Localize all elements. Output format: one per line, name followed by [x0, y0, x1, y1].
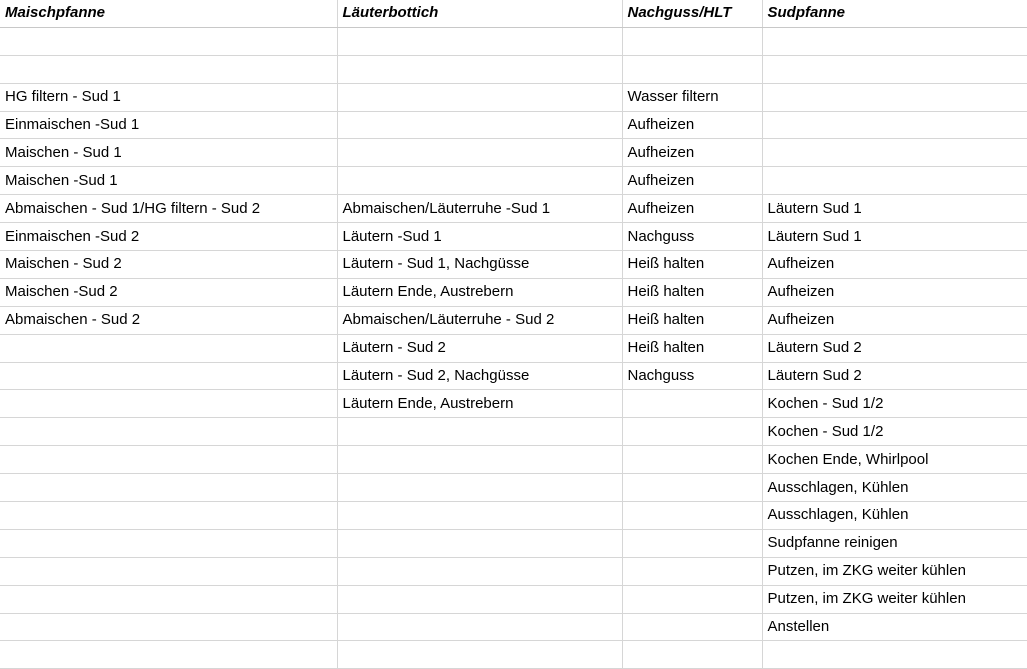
- table-row[interactable]: [0, 27, 1027, 55]
- cell-sudpfanne[interactable]: [762, 641, 1027, 669]
- cell-sudpfanne[interactable]: Ausschlagen, Kühlen: [762, 502, 1027, 530]
- cell-maischpfanne[interactable]: [0, 418, 337, 446]
- cell-maischpfanne[interactable]: Abmaischen - Sud 2: [0, 306, 337, 334]
- cell-maischpfanne[interactable]: [0, 502, 337, 530]
- cell-lauterbottich[interactable]: [337, 55, 622, 83]
- cell-sudpfanne[interactable]: Ausschlagen, Kühlen: [762, 474, 1027, 502]
- cell-lauterbottich[interactable]: [337, 446, 622, 474]
- cell-sudpfanne[interactable]: [762, 167, 1027, 195]
- cell-lauterbottich[interactable]: Läutern - Sud 2: [337, 334, 622, 362]
- cell-lauterbottich[interactable]: [337, 167, 622, 195]
- cell-maischpfanne[interactable]: [0, 55, 337, 83]
- cell-nachguss-hlt[interactable]: Heiß halten: [622, 306, 762, 334]
- cell-lauterbottich[interactable]: [337, 641, 622, 669]
- table-row[interactable]: [0, 502, 1027, 530]
- cell-sudpfanne[interactable]: Putzen, im ZKG weiter kühlen: [762, 585, 1027, 613]
- cell-maischpfanne[interactable]: [0, 529, 337, 557]
- table-row[interactable]: [0, 585, 1027, 613]
- cell-maischpfanne[interactable]: Einmaischen -Sud 1: [0, 111, 337, 139]
- cell-nachguss-hlt[interactable]: Aufheizen: [622, 195, 762, 223]
- cell-sudpfanne[interactable]: [762, 139, 1027, 167]
- cell-nachguss-hlt[interactable]: [622, 613, 762, 641]
- table-body: [0, 27, 1027, 668]
- cell-lauterbottich[interactable]: [337, 111, 622, 139]
- cell-nachguss-hlt[interactable]: [622, 585, 762, 613]
- cell-maischpfanne[interactable]: Abmaischen - Sud 1/HG filtern - Sud 2: [0, 195, 337, 223]
- table-row[interactable]: [0, 390, 1027, 418]
- cell-maischpfanne[interactable]: Maischen -Sud 1: [0, 167, 337, 195]
- cell-sudpfanne[interactable]: Läutern Sud 1: [762, 195, 1027, 223]
- cell-nachguss-hlt[interactable]: [622, 641, 762, 669]
- cell-sudpfanne[interactable]: Kochen Ende, Whirlpool: [762, 446, 1027, 474]
- table-header-row: [0, 0, 1027, 27]
- cell-maischpfanne[interactable]: [0, 557, 337, 585]
- cell-sudpfanne[interactable]: Läutern Sud 2: [762, 362, 1027, 390]
- cell-lauterbottich[interactable]: Läutern -Sud 1: [337, 223, 622, 251]
- cell-sudpfanne[interactable]: Anstellen: [762, 613, 1027, 641]
- table-row[interactable]: [0, 529, 1027, 557]
- cell-sudpfanne[interactable]: [762, 27, 1027, 55]
- cell-nachguss-hlt[interactable]: Aufheizen: [622, 167, 762, 195]
- column-header-lauterbottich: Läuterbottich: [337, 0, 622, 27]
- cell-lauterbottich[interactable]: [337, 502, 622, 530]
- cell-nachguss-hlt[interactable]: Nachguss: [622, 223, 762, 251]
- cell-nachguss-hlt[interactable]: [622, 446, 762, 474]
- cell-lauterbottich[interactable]: [337, 613, 622, 641]
- cell-maischpfanne[interactable]: Maischen - Sud 1: [0, 139, 337, 167]
- cell-nachguss-hlt[interactable]: Aufheizen: [622, 111, 762, 139]
- cell-nachguss-hlt[interactable]: Wasser filtern: [622, 83, 762, 111]
- cell-sudpfanne[interactable]: Läutern Sud 2: [762, 334, 1027, 362]
- cell-lauterbottich[interactable]: [337, 529, 622, 557]
- cell-maischpfanne[interactable]: [0, 446, 337, 474]
- table-row[interactable]: [0, 167, 1027, 195]
- cell-nachguss-hlt[interactable]: Heiß halten: [622, 278, 762, 306]
- cell-lauterbottich[interactable]: [337, 139, 622, 167]
- cell-maischpfanne[interactable]: [0, 641, 337, 669]
- table-row[interactable]: [0, 362, 1027, 390]
- cell-nachguss-hlt[interactable]: [622, 418, 762, 446]
- cell-lauterbottich[interactable]: Abmaischen/Läuterruhe -Sud 1: [337, 195, 622, 223]
- table-row[interactable]: [0, 83, 1027, 111]
- cell-lauterbottich[interactable]: Läutern - Sud 2, Nachgüsse: [337, 362, 622, 390]
- cell-lauterbottich[interactable]: Läutern Ende, Austrebern: [337, 278, 622, 306]
- cell-sudpfanne[interactable]: Aufheizen: [762, 278, 1027, 306]
- cell-maischpfanne[interactable]: [0, 334, 337, 362]
- cell-lauterbottich[interactable]: [337, 83, 622, 111]
- cell-nachguss-hlt[interactable]: [622, 557, 762, 585]
- cell-nachguss-hlt[interactable]: [622, 502, 762, 530]
- cell-nachguss-hlt[interactable]: Aufheizen: [622, 139, 762, 167]
- cell-nachguss-hlt[interactable]: [622, 27, 762, 55]
- cell-sudpfanne[interactable]: Sudpfanne reinigen: [762, 529, 1027, 557]
- cell-maischpfanne[interactable]: [0, 474, 337, 502]
- table-row[interactable]: [0, 334, 1027, 362]
- cell-lauterbottich[interactable]: [337, 474, 622, 502]
- cell-maischpfanne[interactable]: [0, 27, 337, 55]
- table-row[interactable]: [0, 474, 1027, 502]
- table-row[interactable]: [0, 418, 1027, 446]
- table-row[interactable]: [0, 139, 1027, 167]
- cell-lauterbottich[interactable]: [337, 418, 622, 446]
- cell-lauterbottich[interactable]: [337, 585, 622, 613]
- cell-sudpfanne[interactable]: Läutern Sud 1: [762, 223, 1027, 251]
- cell-nachguss-hlt[interactable]: Nachguss: [622, 362, 762, 390]
- cell-maischpfanne[interactable]: HG filtern - Sud 1: [0, 83, 337, 111]
- cell-sudpfanne[interactable]: [762, 83, 1027, 111]
- cell-maischpfanne[interactable]: [0, 362, 337, 390]
- cell-sudpfanne[interactable]: Putzen, im ZKG weiter kühlen: [762, 557, 1027, 585]
- cell-maischpfanne[interactable]: Einmaischen -Sud 2: [0, 223, 337, 251]
- cell-sudpfanne[interactable]: Kochen - Sud 1/2: [762, 418, 1027, 446]
- table-row[interactable]: [0, 278, 1027, 306]
- cell-nachguss-hlt[interactable]: [622, 474, 762, 502]
- column-header-nachguss-hlt: Nachguss/HLT: [622, 0, 762, 27]
- cell-maischpfanne[interactable]: Maischen -Sud 2: [0, 278, 337, 306]
- cell-maischpfanne[interactable]: [0, 390, 337, 418]
- table-row[interactable]: [0, 111, 1027, 139]
- table-row[interactable]: [0, 557, 1027, 585]
- table-row[interactable]: [0, 641, 1027, 669]
- cell-nachguss-hlt[interactable]: [622, 529, 762, 557]
- column-header-sudpfanne: Sudpfanne: [762, 0, 1027, 27]
- table-row[interactable]: [0, 251, 1027, 279]
- cell-nachguss-hlt[interactable]: [622, 55, 762, 83]
- cell-nachguss-hlt[interactable]: [622, 390, 762, 418]
- table-row[interactable]: [0, 613, 1027, 641]
- column-header-maischpfanne: Maischpfanne: [0, 0, 337, 27]
- cell-lauterbottich[interactable]: Läutern Ende, Austrebern: [337, 390, 622, 418]
- table-row[interactable]: [0, 195, 1027, 223]
- cell-sudpfanne[interactable]: [762, 111, 1027, 139]
- cell-sudpfanne[interactable]: Aufheizen: [762, 306, 1027, 334]
- cell-lauterbottich[interactable]: Läutern - Sud 1, Nachgüsse: [337, 251, 622, 279]
- table-row[interactable]: [0, 446, 1027, 474]
- cell-lauterbottich[interactable]: [337, 27, 622, 55]
- cell-nachguss-hlt[interactable]: Heiß halten: [622, 251, 762, 279]
- cell-lauterbottich[interactable]: [337, 557, 622, 585]
- cell-lauterbottich[interactable]: Abmaischen/Läuterruhe - Sud 2: [337, 306, 622, 334]
- cell-sudpfanne[interactable]: Kochen - Sud 1/2: [762, 390, 1027, 418]
- cell-maischpfanne[interactable]: [0, 613, 337, 641]
- table-row[interactable]: [0, 223, 1027, 251]
- cell-sudpfanne[interactable]: Aufheizen: [762, 251, 1027, 279]
- table-row[interactable]: [0, 306, 1027, 334]
- table-row[interactable]: [0, 55, 1027, 83]
- cell-sudpfanne[interactable]: [762, 55, 1027, 83]
- cell-nachguss-hlt[interactable]: Heiß halten: [622, 334, 762, 362]
- cell-maischpfanne[interactable]: [0, 585, 337, 613]
- cell-maischpfanne[interactable]: Maischen - Sud 2: [0, 251, 337, 279]
